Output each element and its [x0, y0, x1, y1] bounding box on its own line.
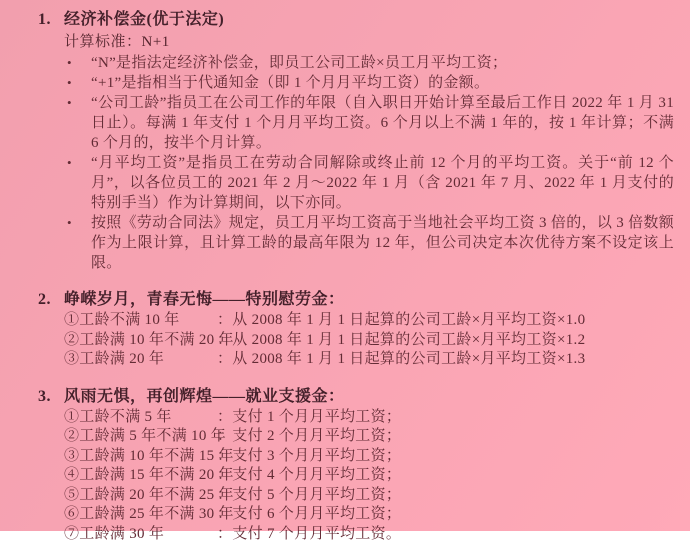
- section-title: 风雨无惧，再创辉煌——就业支援金：: [64, 385, 345, 408]
- section-body: [38, 408, 674, 544]
- bullet-item: [64, 93, 674, 153]
- tier-label: ①工龄不满 10 年: [64, 311, 217, 331]
- tier-label: ④工龄满 15 年不满 20 年: [64, 466, 217, 486]
- section-heading: [38, 288, 674, 311]
- section-special-consolation: [38, 288, 674, 370]
- tier-value: ：从 2008 年 1 月 1 日起算的公司工龄×月平均工资×1.2: [217, 331, 674, 351]
- bullet-icon: •: [64, 93, 91, 153]
- tier-row: [64, 311, 674, 331]
- bullet-text: “公司工龄”指员工在公司工作的年限（自入职日开始计算至最后工作日 2022 年 1 月 31 日止）。每满 1 年支付 1 个月月平均工资。6 个月以上不满 1 年的，按 1 年计算；不满 6 个月的，按半个月计算。: [91, 93, 674, 153]
- tier-label: ①工龄不满 5 年: [64, 408, 217, 428]
- tier-label: ③工龄满 10 年不满 15 年: [64, 447, 217, 467]
- bullet-item: [64, 53, 674, 73]
- tier-row: [64, 505, 674, 525]
- section-economic-compensation: [38, 8, 674, 273]
- tier-value: ：支付 1 个月月平均工资；: [217, 408, 674, 428]
- bullet-item: [64, 213, 674, 273]
- tier-row: [64, 408, 674, 428]
- tier-label: ⑦工龄满 30 年: [64, 525, 217, 544]
- tier-value: ：从 2008 年 1 月 1 日起算的公司工龄×月平均工资×1.0: [217, 311, 674, 331]
- section-body: [38, 31, 674, 273]
- calculation-standard: 计算标准：N+1: [64, 31, 674, 53]
- bullet-item: [64, 153, 674, 213]
- bullet-item: [64, 73, 674, 93]
- tier-row: [64, 447, 674, 467]
- tier-value: ：支付 5 个月月平均工资；: [217, 486, 674, 506]
- bullet-icon: •: [64, 73, 91, 93]
- tier-row: [64, 466, 674, 486]
- tier-label: ②工龄满 5 年不满 10 年: [64, 427, 217, 447]
- tier-label: ⑤工龄满 20 年不满 25 年: [64, 486, 217, 506]
- tier-label: ③工龄满 20 年: [64, 350, 217, 370]
- tier-value: ：支付 4 个月月平均工资；: [217, 466, 674, 486]
- section-number: 2.: [38, 288, 64, 311]
- section-number: 3.: [38, 385, 64, 408]
- bullet-text: 按照《劳动合同法》规定，员工月平均工资高于当地社会平均工资 3 倍的，以 3 倍数额作为上限计算，且计算工龄的最高年限为 12 年，但公司决定本次优待方案不设定该上限。: [91, 213, 674, 273]
- tier-value: ：支付 3 个月月平均工资；: [217, 447, 674, 467]
- tier-row: [64, 525, 674, 544]
- bullet-icon: •: [64, 53, 91, 73]
- section-body: [38, 311, 674, 370]
- bullet-text: “N”是指法定经济补偿金，即员工公司工龄×员工月平均工资；: [91, 53, 674, 73]
- tier-row: [64, 486, 674, 506]
- section-employment-support: [38, 385, 674, 544]
- tier-row: [64, 427, 674, 447]
- bullet-icon: •: [64, 153, 91, 213]
- tier-label: ⑥工龄满 25 年不满 30 年: [64, 505, 217, 525]
- tier-value: ：支付 7 个月月平均工资。: [217, 525, 674, 544]
- bullet-text: “+1”是指相当于代通知金（即 1 个月月平均工资）的金额。: [91, 73, 674, 93]
- section-title: 经济补偿金(优于法定): [64, 8, 224, 31]
- tier-label: ②工龄满 10 年不满 20 年: [64, 331, 217, 351]
- tier-row: [64, 331, 674, 351]
- section-heading: [38, 385, 674, 408]
- tier-value: ：支付 2 个月月平均工资；: [217, 427, 674, 447]
- bullet-icon: •: [64, 213, 91, 273]
- section-heading: [38, 8, 674, 31]
- tier-value: ：从 2008 年 1 月 1 日起算的公司工龄×月平均工资×1.3: [217, 350, 674, 370]
- tier-row: [64, 350, 674, 370]
- section-number: 1.: [38, 8, 64, 31]
- bullet-text: “月平均工资”是指员工在劳动合同解除或终止前 12 个月的平均工资。关于“前 12 个月”，以各位员工的 2021 年 2 月～2022 年 1 月（含 2021 年 7 月、2022 年 1 月支付的特别手当）作为计算期间，以下亦同。: [91, 153, 674, 213]
- section-title: 峥嵘岁月，青春无悔——特别慰劳金：: [64, 288, 345, 311]
- tier-value: ：支付 6 个月月平均工资；: [217, 505, 674, 525]
